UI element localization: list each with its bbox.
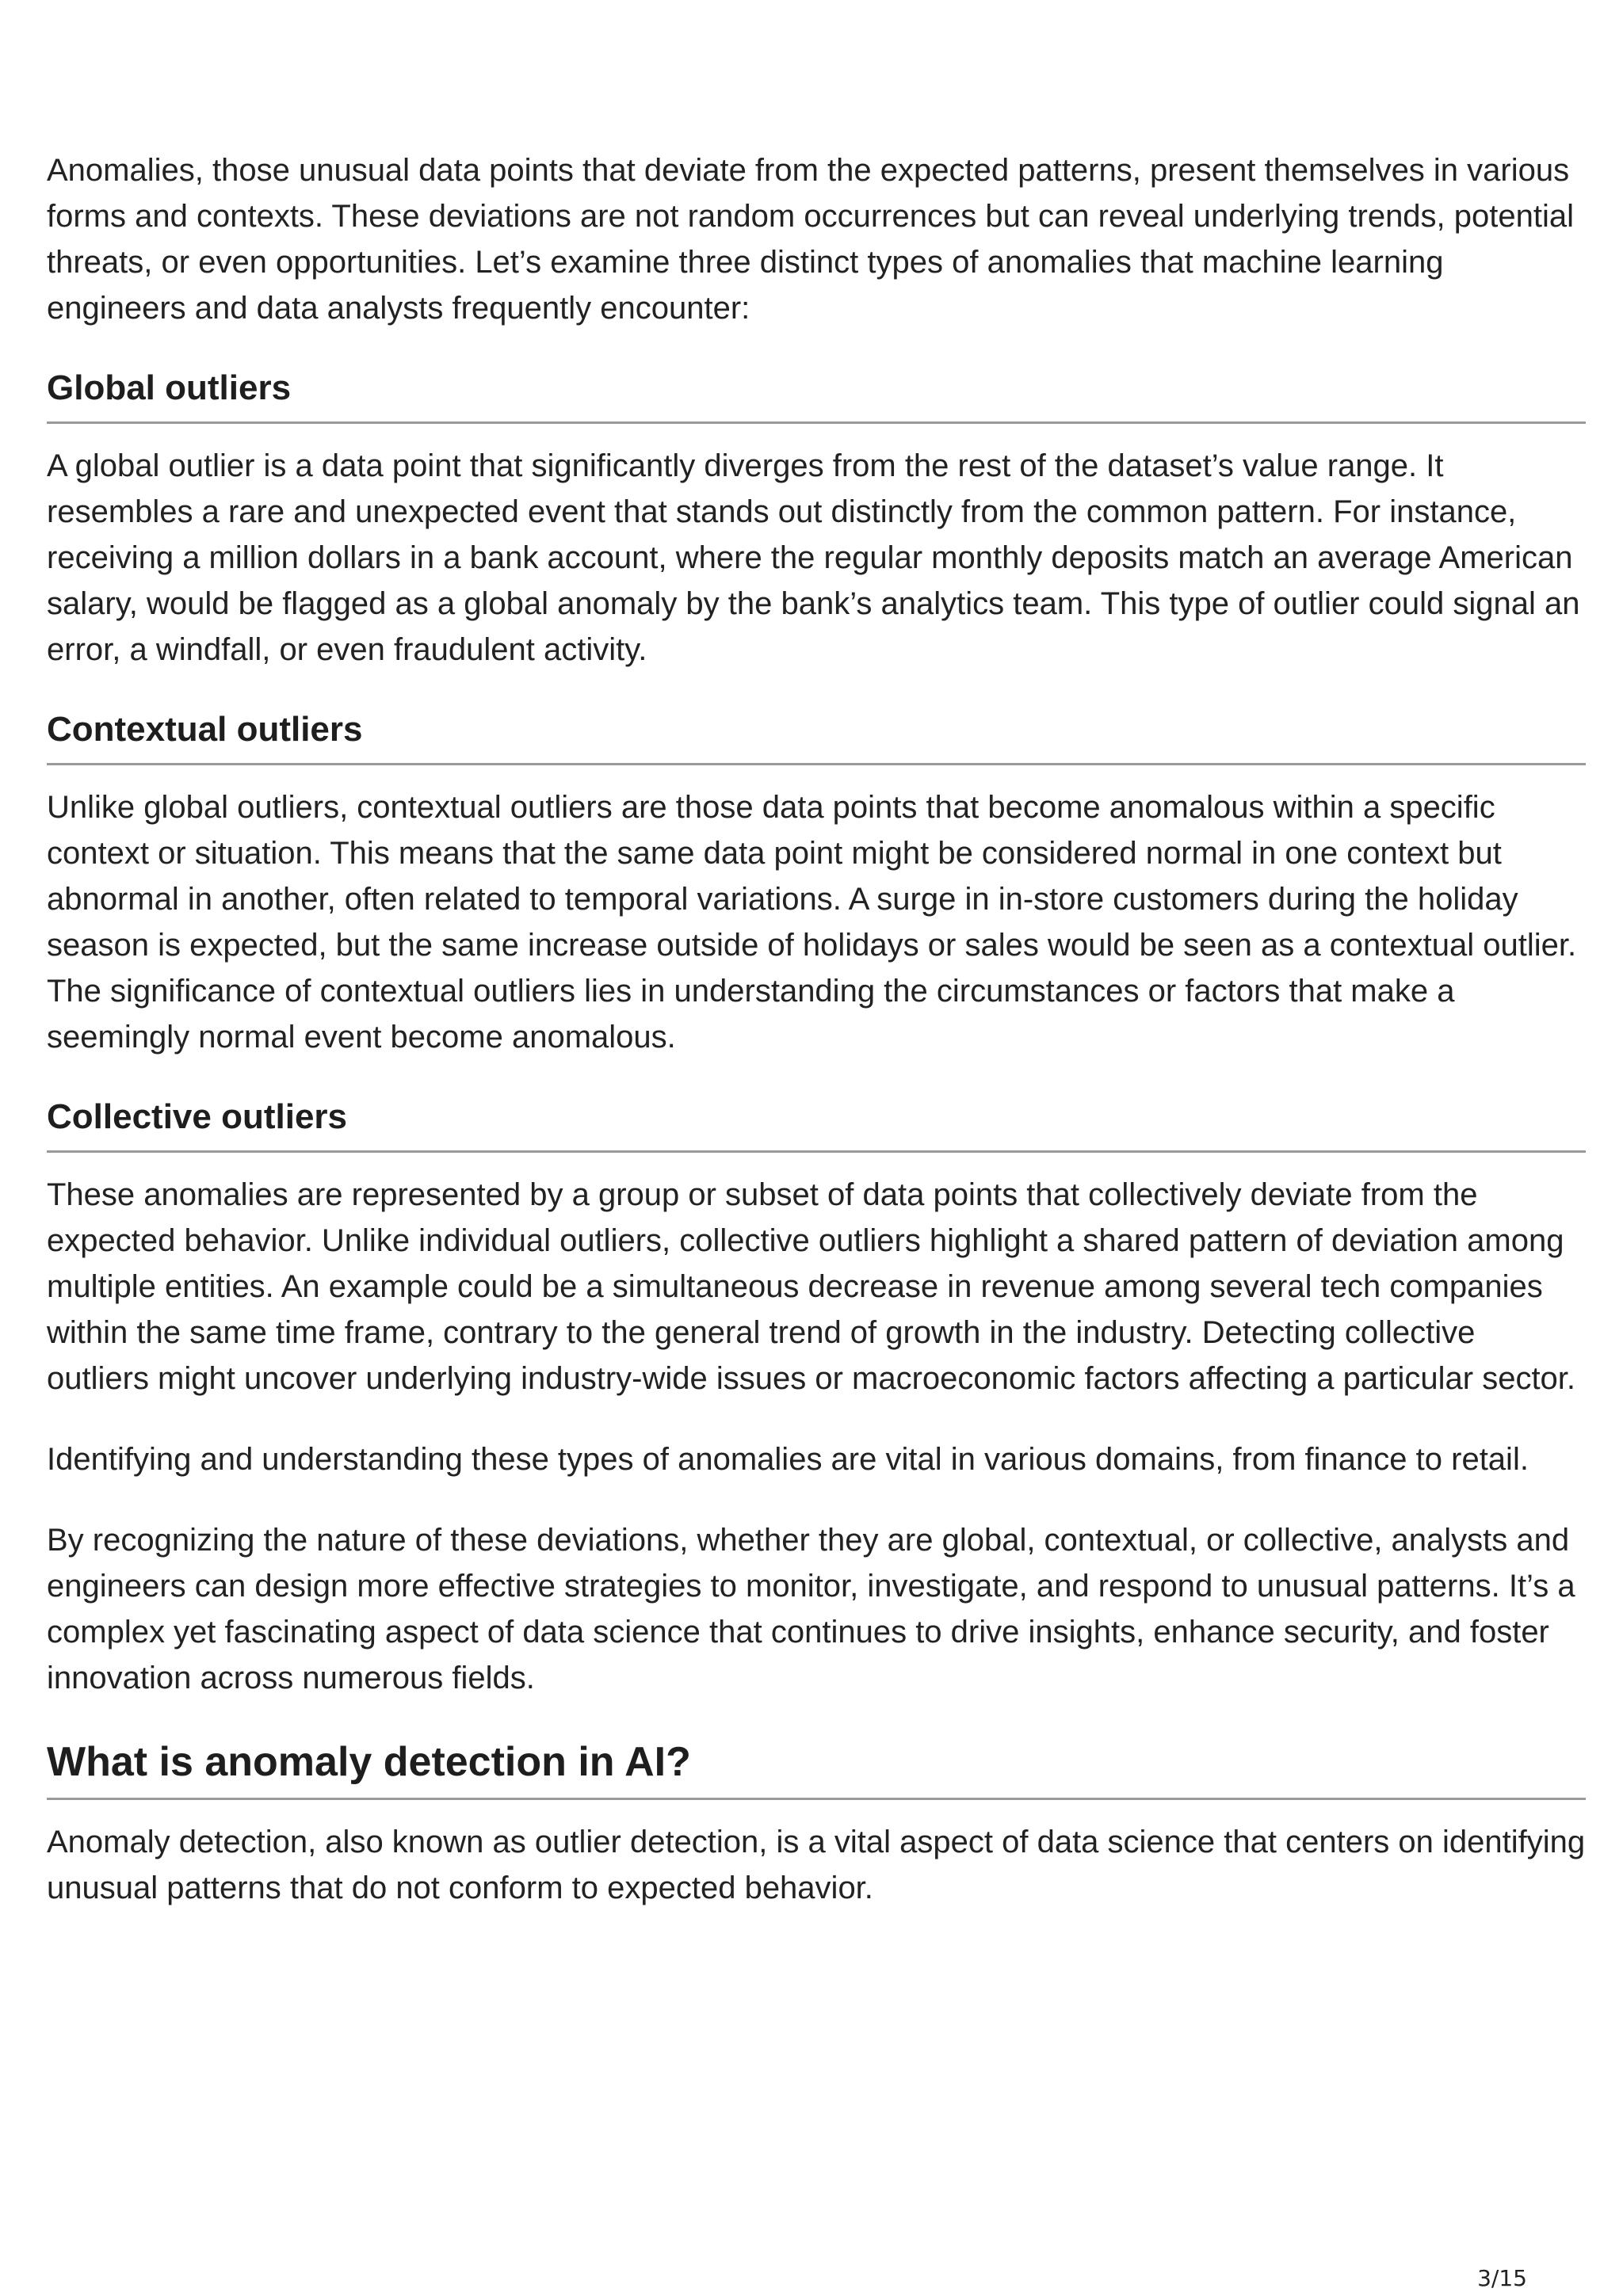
collective-outliers-paragraph: These anomalies are represented by a group or subset of data points that collectively deviate from the expected behavior. Unlike individual outliers, collective outliers highlight a shared pattern of deviation among multiple entities. An example could be a simultaneous decrease in revenue among several tech companies within the same time frame, contrary to the general trend of growth in the industry. Detecting collective outliers might uncover underlying industry-wide issues or macroeconomic factors affecting a particular sector. [47, 1177, 1576, 1396]
closing-paragraph-1: Identifying and understanding these types of anomalies are vital in various domains, from finance to retail. [47, 1442, 1529, 1477]
collective-outliers-heading: Collective outliers [47, 1095, 1586, 1153]
contextual-outliers-paragraph: Unlike global outliers, contextual outliers are those data points that become anomalous within a specific context or situation. This means that the same data point might be considered normal in one context but abnormal in another, often related to temporal variations. A surge in in-store customers during the holiday season is expected, but the same increase outside of holidays or sales would be seen as a contextual outlier. The significance of contextual outliers lies in understanding the circumstances or factors that make a seemingly normal event become anomalous. [47, 790, 1577, 1055]
document-page [47, 147, 1586, 1946]
intro-paragraph: Anomalies, those unusual data points that deviate from the expected patterns, present themselves in various forms and contexts. These deviations are not random occurrences but can reveal underlying trends, potential threats, or even opportunities. Let’s examine three distinct types of anomalies that machine learning engineers and data analysts frequently encounter: [47, 153, 1575, 326]
anomaly-detection-paragraph: Anomaly detection, also known as outlier detection, is a vital aspect of data science that centers on identifying unusual patterns that do not conform to expected behavior. [47, 1825, 1586, 1905]
closing-paragraph-2: By recognizing the nature of these deviations, whether they are global, contextual, or collective, analysts and engineers can design more effective strategies to monitor, investigate, and respond to unusual patterns. It’s a complex yet fascinating aspect of data science that continues to drive insights, enhance security, and foster innovation across numerous fields. [47, 1523, 1575, 1695]
global-outliers-paragraph: A global outlier is a data point that significantly diverges from the rest of the dataset’s value range. It resembles a rare and unexpected event that stands out distinctly from the common pattern. For instance, receiving a million dollars in a bank account, where the regular monthly deposits match an average American salary, would be flagged as a global anomaly by the bank’s analytics team. This type of outlier could signal an error, a windfall, or even fraudulent activity. [47, 448, 1580, 667]
anomaly-detection-heading: What is anomaly detection in AI? [47, 1736, 1586, 1800]
contextual-outliers-heading: Contextual outliers [47, 707, 1586, 765]
global-outliers-heading: Global outliers [47, 366, 1586, 424]
page-number: 3/15 [1477, 2265, 1527, 2291]
